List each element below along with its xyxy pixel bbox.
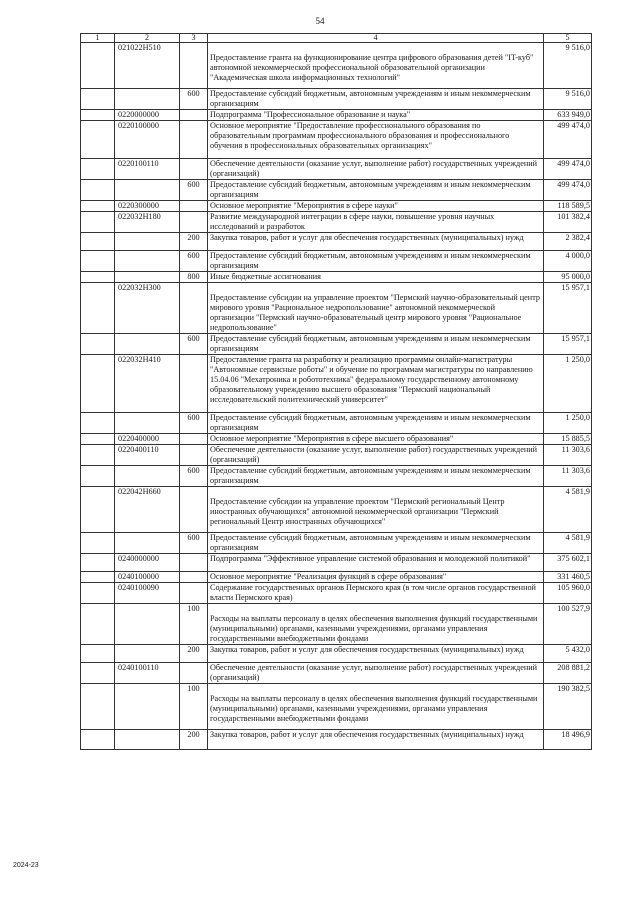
table-row	[81, 201, 592, 212]
table-row	[81, 180, 592, 201]
header-cell: 4	[208, 34, 544, 43]
budget-table	[80, 33, 592, 750]
budget-code-cell	[115, 533, 180, 554]
description-cell: Содержание государственных органов Пермского края (в том числе органов государственной власти Пермского края)	[208, 583, 544, 604]
budget-code-cell: 022032Н180	[115, 212, 180, 233]
amount-cell: 105 960,0	[544, 583, 592, 604]
description-cell: Обеспечение деятельности (оказание услуг, выполнение работ) государственных учреждений (организаций)	[208, 159, 544, 180]
amount-cell: 4 581,9	[544, 533, 592, 554]
expense-type-cell	[180, 487, 208, 533]
row-number-cell	[81, 730, 115, 750]
budget-code-cell: 0240100110	[115, 663, 180, 684]
budget-code-cell: 0220100110	[115, 159, 180, 180]
expense-type-cell	[180, 43, 208, 89]
row-number-cell	[81, 487, 115, 533]
table-row	[81, 434, 592, 445]
amount-cell: 331 460,5	[544, 572, 592, 583]
description-cell: Подпрограмма "Профессиональное образование и наука"	[208, 110, 544, 121]
table-row	[81, 466, 592, 487]
table-row	[81, 487, 592, 533]
budget-code-cell: 0240100000	[115, 572, 180, 583]
table-row	[81, 334, 592, 355]
amount-cell: 95 000,0	[544, 272, 592, 283]
expense-type-cell	[180, 554, 208, 572]
row-number-cell	[81, 110, 115, 121]
budget-code-cell	[115, 251, 180, 272]
row-number-cell	[81, 413, 115, 434]
expense-type-cell: 600	[180, 413, 208, 434]
table-row	[81, 533, 592, 554]
table-row	[81, 583, 592, 604]
expense-type-cell: 800	[180, 272, 208, 283]
table-row	[81, 251, 592, 272]
description-cell: Предоставление субсидий бюджетным, автономным учреждениям и иным некоммерческим организациям	[208, 180, 544, 201]
description-cell: Основное мероприятие "Предоставление профессионального образования по образовательным программам профессионального образования и профессионального обучения в профессиональных образовательных организациях"	[208, 121, 544, 159]
amount-cell: 118 589,5	[544, 201, 592, 212]
expense-type-cell: 600	[180, 89, 208, 110]
expense-type-cell	[180, 663, 208, 684]
table-row	[81, 355, 592, 413]
row-number-cell	[81, 283, 115, 334]
budget-code-cell: 0240000000	[115, 554, 180, 572]
expense-type-cell	[180, 445, 208, 466]
amount-cell: 9 516,0	[544, 89, 592, 110]
amount-cell: 15 957,1	[544, 283, 592, 334]
expense-type-cell: 600	[180, 334, 208, 355]
budget-code-cell	[115, 645, 180, 663]
header-cell: 2	[115, 34, 180, 43]
table-row	[81, 572, 592, 583]
budget-code-cell: 0220300000	[115, 201, 180, 212]
footer-code: 2024-23	[13, 862, 39, 869]
budget-code-cell: 022042Н660	[115, 487, 180, 533]
amount-cell: 11 303,6	[544, 466, 592, 487]
table-row	[81, 212, 592, 233]
description-cell: Закупка товаров, работ и услуг для обеспечения государственных (муниципальных) нужд	[208, 645, 544, 663]
description-cell: Предоставление гранта на функционирование центра цифрового образования детей "IT-куб" автономной некоммерческой профессиональной образовательной организации "Академическая школа информационных технологий"	[208, 43, 544, 89]
row-number-cell	[81, 43, 115, 89]
description-cell: Предоставление субсидий бюджетным, автономным учреждениям и иным некоммерческим организациям	[208, 466, 544, 487]
expense-type-cell: 600	[180, 251, 208, 272]
row-number-cell	[81, 272, 115, 283]
expense-type-cell: 100	[180, 684, 208, 730]
description-cell: Развитие международной интеграции в сфере науки, повышение уровня научных исследований и разработок	[208, 212, 544, 233]
description-cell: Расходы на выплаты персоналу в целях обеспечения выполнения функций государственными (муниципальными) органами, казенными учреждениями, органами управления государственными внебюджетными фондами	[208, 684, 544, 730]
page-number: 54	[315, 16, 325, 26]
row-number-cell	[81, 572, 115, 583]
budget-code-cell: 0220000000	[115, 110, 180, 121]
amount-cell: 5 432,0	[544, 645, 592, 663]
budget-code-cell	[115, 730, 180, 750]
amount-cell: 4 581,9	[544, 487, 592, 533]
row-number-cell	[81, 533, 115, 554]
amount-cell: 499 474,0	[544, 159, 592, 180]
row-number-cell	[81, 334, 115, 355]
amount-cell: 18 496,9	[544, 730, 592, 750]
description-cell: Предоставление субсидий бюджетным, автономным учреждениям и иным некоммерческим организациям	[208, 251, 544, 272]
description-cell: Закупка товаров, работ и услуг для обеспечения государственных (муниципальных) нужд	[208, 233, 544, 251]
row-number-cell	[81, 121, 115, 159]
table-row	[81, 554, 592, 572]
description-cell: Основное мероприятие "Мероприятия в сфере науки"	[208, 201, 544, 212]
budget-code-cell: 0240100090	[115, 583, 180, 604]
table-row	[81, 645, 592, 663]
expense-type-cell: 200	[180, 730, 208, 750]
amount-cell: 208 881,2	[544, 663, 592, 684]
description-cell: Предоставление субсидий бюджетным, автономным учреждениям и иным некоммерческим организациям	[208, 334, 544, 355]
amount-cell: 15 957,1	[544, 334, 592, 355]
description-cell: Иные бюджетные ассигнования	[208, 272, 544, 283]
description-cell: Предоставление субсидии на управление проектом "Пермский региональный Центр иностранных обучающихся" автономной некоммерческой организации "Пермский региональный Центр иностранных обучающихся"	[208, 487, 544, 533]
budget-code-cell: 0220400110	[115, 445, 180, 466]
amount-cell: 4 000,0	[544, 251, 592, 272]
table-row	[81, 159, 592, 180]
description-cell: Обеспечение деятельности (оказание услуг, выполнение работ) государственных учреждений (организаций)	[208, 445, 544, 466]
amount-cell: 11 303,6	[544, 445, 592, 466]
description-cell: Обеспечение деятельности (оказание услуг, выполнение работ) государственных учреждений (организаций)	[208, 663, 544, 684]
budget-code-cell	[115, 334, 180, 355]
expense-type-cell	[180, 121, 208, 159]
description-cell: Основное мероприятие "Мероприятия в сфере высшего образования"	[208, 434, 544, 445]
budget-code-cell	[115, 684, 180, 730]
description-cell: Закупка товаров, работ и услуг для обеспечения государственных (муниципальных) нужд	[208, 730, 544, 750]
description-cell: Основное мероприятие "Реализация функций в сфере образования"	[208, 572, 544, 583]
expense-type-cell: 200	[180, 233, 208, 251]
budget-code-cell	[115, 89, 180, 110]
table-row	[81, 272, 592, 283]
table-row	[81, 413, 592, 434]
table-row	[81, 233, 592, 251]
budget-code-cell	[115, 233, 180, 251]
row-number-cell	[81, 251, 115, 272]
budget-code-cell	[115, 413, 180, 434]
row-number-cell	[81, 466, 115, 487]
table-row	[81, 89, 592, 110]
amount-cell: 101 382,4	[544, 212, 592, 233]
description-cell: Подпрограмма "Эффективное управление системой образования и молодежной политикой"	[208, 554, 544, 572]
row-number-cell	[81, 159, 115, 180]
amount-cell: 499 474,0	[544, 121, 592, 159]
table-body	[81, 43, 592, 750]
table-row	[81, 445, 592, 466]
budget-code-cell	[115, 466, 180, 487]
row-number-cell	[81, 663, 115, 684]
expense-type-cell: 600	[180, 533, 208, 554]
row-number-cell	[81, 684, 115, 730]
expense-type-cell	[180, 434, 208, 445]
amount-cell: 9 516,0	[544, 43, 592, 89]
row-number-cell	[81, 604, 115, 645]
expense-type-cell	[180, 355, 208, 413]
row-number-cell	[81, 645, 115, 663]
table-row	[81, 110, 592, 121]
table-row	[81, 730, 592, 750]
row-number-cell	[81, 180, 115, 201]
expense-type-cell: 600	[180, 180, 208, 201]
row-number-cell	[81, 355, 115, 413]
header-cell: 5	[544, 34, 592, 43]
expense-type-cell	[180, 283, 208, 334]
row-number-cell	[81, 434, 115, 445]
header-cell: 3	[180, 34, 208, 43]
table-row	[81, 604, 592, 645]
description-cell: Предоставление субсидий бюджетным, автономным учреждениям и иным некоммерческим организациям	[208, 533, 544, 554]
row-number-cell	[81, 201, 115, 212]
row-number-cell	[81, 445, 115, 466]
amount-cell: 100 527,9	[544, 604, 592, 645]
table-row	[81, 43, 592, 89]
description-cell: Предоставление субсидий бюджетным, автономным учреждениям и иным некоммерческим организациям	[208, 89, 544, 110]
row-number-cell	[81, 554, 115, 572]
header-cell: 1	[81, 34, 115, 43]
amount-cell: 499 474,0	[544, 180, 592, 201]
expense-type-cell: 100	[180, 604, 208, 645]
budget-code-cell: 0220100000	[115, 121, 180, 159]
budget-code-cell	[115, 604, 180, 645]
row-number-cell	[81, 89, 115, 110]
expense-type-cell	[180, 212, 208, 233]
table-row	[81, 663, 592, 684]
expense-type-cell	[180, 572, 208, 583]
row-number-cell	[81, 233, 115, 251]
table-row	[81, 283, 592, 334]
expense-type-cell: 600	[180, 466, 208, 487]
amount-cell: 375 602,1	[544, 554, 592, 572]
table-row	[81, 684, 592, 730]
budget-code-cell: 021022Н510	[115, 43, 180, 89]
expense-type-cell	[180, 159, 208, 180]
table-row	[81, 121, 592, 159]
amount-cell: 190 382,5	[544, 684, 592, 730]
amount-cell: 2 382,4	[544, 233, 592, 251]
budget-code-cell	[115, 272, 180, 283]
expense-type-cell	[180, 583, 208, 604]
description-cell: Предоставление субсидии на управление проектом "Пермский научно-образовательный центр мирового уровня "Рациональное недропользование" автономной некоммерческой организации "Пермский научно-образовательный центр мирового уровня "Рациональное недропользование"	[208, 283, 544, 334]
budget-code-cell: 022032Н300	[115, 283, 180, 334]
table-header-row	[81, 34, 592, 43]
expense-type-cell: 200	[180, 645, 208, 663]
row-number-cell	[81, 583, 115, 604]
amount-cell: 15 885,5	[544, 434, 592, 445]
description-cell: Расходы на выплаты персоналу в целях обеспечения выполнения функций государственными (муниципальными) органами, казенными учреждениями, органами управления государственными внебюджетными фондами	[208, 604, 544, 645]
expense-type-cell	[180, 110, 208, 121]
description-cell: Предоставление субсидий бюджетным, автономным учреждениям и иным некоммерческим организациям	[208, 413, 544, 434]
description-cell: Предоставление гранта на разработку и реализацию программы онлайн-магистратуры "Автономные сервисные роботы" и обучение по программам магистратуры по направлению 15.04.06 "Мехатроника и робототехника" федеральному государственному автономному образовательному учреждению высшего образования "Пермский национальный исследовательский политехнический университет"	[208, 355, 544, 413]
amount-cell: 1 250,0	[544, 413, 592, 434]
expense-type-cell	[180, 201, 208, 212]
budget-code-cell: 022032Н410	[115, 355, 180, 413]
budget-code-cell: 0220400000	[115, 434, 180, 445]
budget-code-cell	[115, 180, 180, 201]
row-number-cell	[81, 212, 115, 233]
amount-cell: 1 250,0	[544, 355, 592, 413]
amount-cell: 633 949,0	[544, 110, 592, 121]
